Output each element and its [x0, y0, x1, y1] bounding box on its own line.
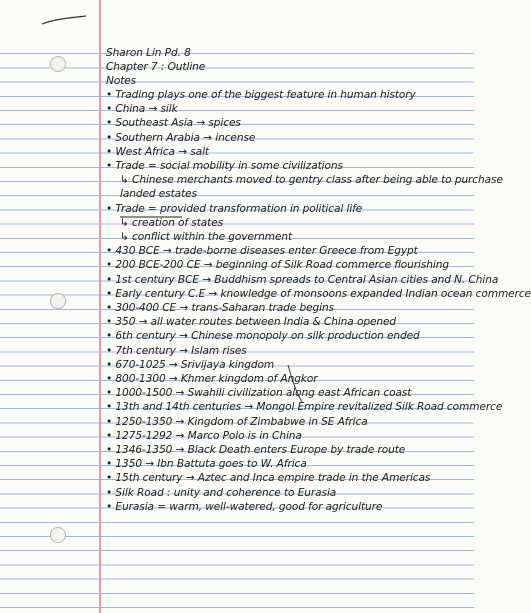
note-line: • 1346-1350 → Black Death enters Europe by trade route — [106, 444, 406, 456]
note-line: • 1350 → Ibn Battuta goes to W. Africa — [106, 458, 307, 471]
note-line: • 200 BCE-200 CE → beginning of Silk Road commerce flourishing — [106, 259, 449, 272]
note-line: • Early century C.E → knowledge of monsoons expanded Indian ocean commerce — [106, 287, 531, 300]
note-line: • 15th century → Aztec and Inca empire trade in the Americas — [106, 472, 431, 485]
note-line: • 670-1025 → Srivijaya kingdom — [106, 358, 275, 371]
note-line: • 7th century → Islam rises — [106, 344, 247, 357]
note-line: • China → silk — [106, 103, 178, 116]
note-line: • 1275-1292 → Marco Polo is in China — [106, 429, 302, 442]
header-section: Notes — [106, 75, 137, 87]
note-line: ↳ Chinese merchants moved to gentry class after being able to purchase — [120, 174, 503, 187]
note-line: • 300-400 CE → trans-Saharan trade begins — [106, 302, 335, 314]
note-line: • Trade = provided transformation in political life — [106, 202, 363, 215]
note-line: • 1250-1350 → Kingdom of Zimbabwe in SE Africa — [106, 415, 368, 428]
note-line: ↳ creation of states — [120, 216, 224, 229]
note-line: • Trading plays one of the biggest feature in human history — [106, 89, 416, 101]
note-line: • 6th century → Chinese monopoly on silk production ended — [106, 330, 420, 343]
note-line: • Southern Arabia → incense — [106, 131, 256, 144]
note-line: • 13th and 14th centuries → Mongol Empire revitalized Silk Road commerce — [106, 401, 503, 414]
note-line: • 350 → all water routes between India & China opened — [106, 316, 397, 329]
note-line: • 430 BCE → trade-borne diseases enter Greece from Egypt — [106, 245, 418, 258]
note-line: • Trade = social mobility in some civilizations — [106, 160, 343, 172]
note-line: landed estates — [120, 188, 197, 201]
note-line: • 1000-1500 → Swahili civilization along east African coast — [106, 387, 412, 400]
header-name-period: Sharon Lin Pd. 8 — [106, 47, 191, 59]
note-line: • Eurasia = warm, well-watered, good for agriculture — [106, 500, 383, 513]
header-chapter: Chapter 7 : Outline — [106, 61, 206, 73]
note-line: ↳ conflict within the government — [120, 231, 293, 243]
note-line: • West Africa → salt — [106, 145, 209, 158]
note-line: • 1st century BCE → Buddhism spreads to Central Asian cities and N. China — [106, 273, 499, 286]
note-line: • Silk Road : unity and coherence to Eurasia — [106, 486, 337, 499]
note-line: • Southeast Asia → spices — [106, 117, 241, 130]
note-line: • 800-1300 → Khmer kingdom of Angkor — [106, 373, 318, 385]
